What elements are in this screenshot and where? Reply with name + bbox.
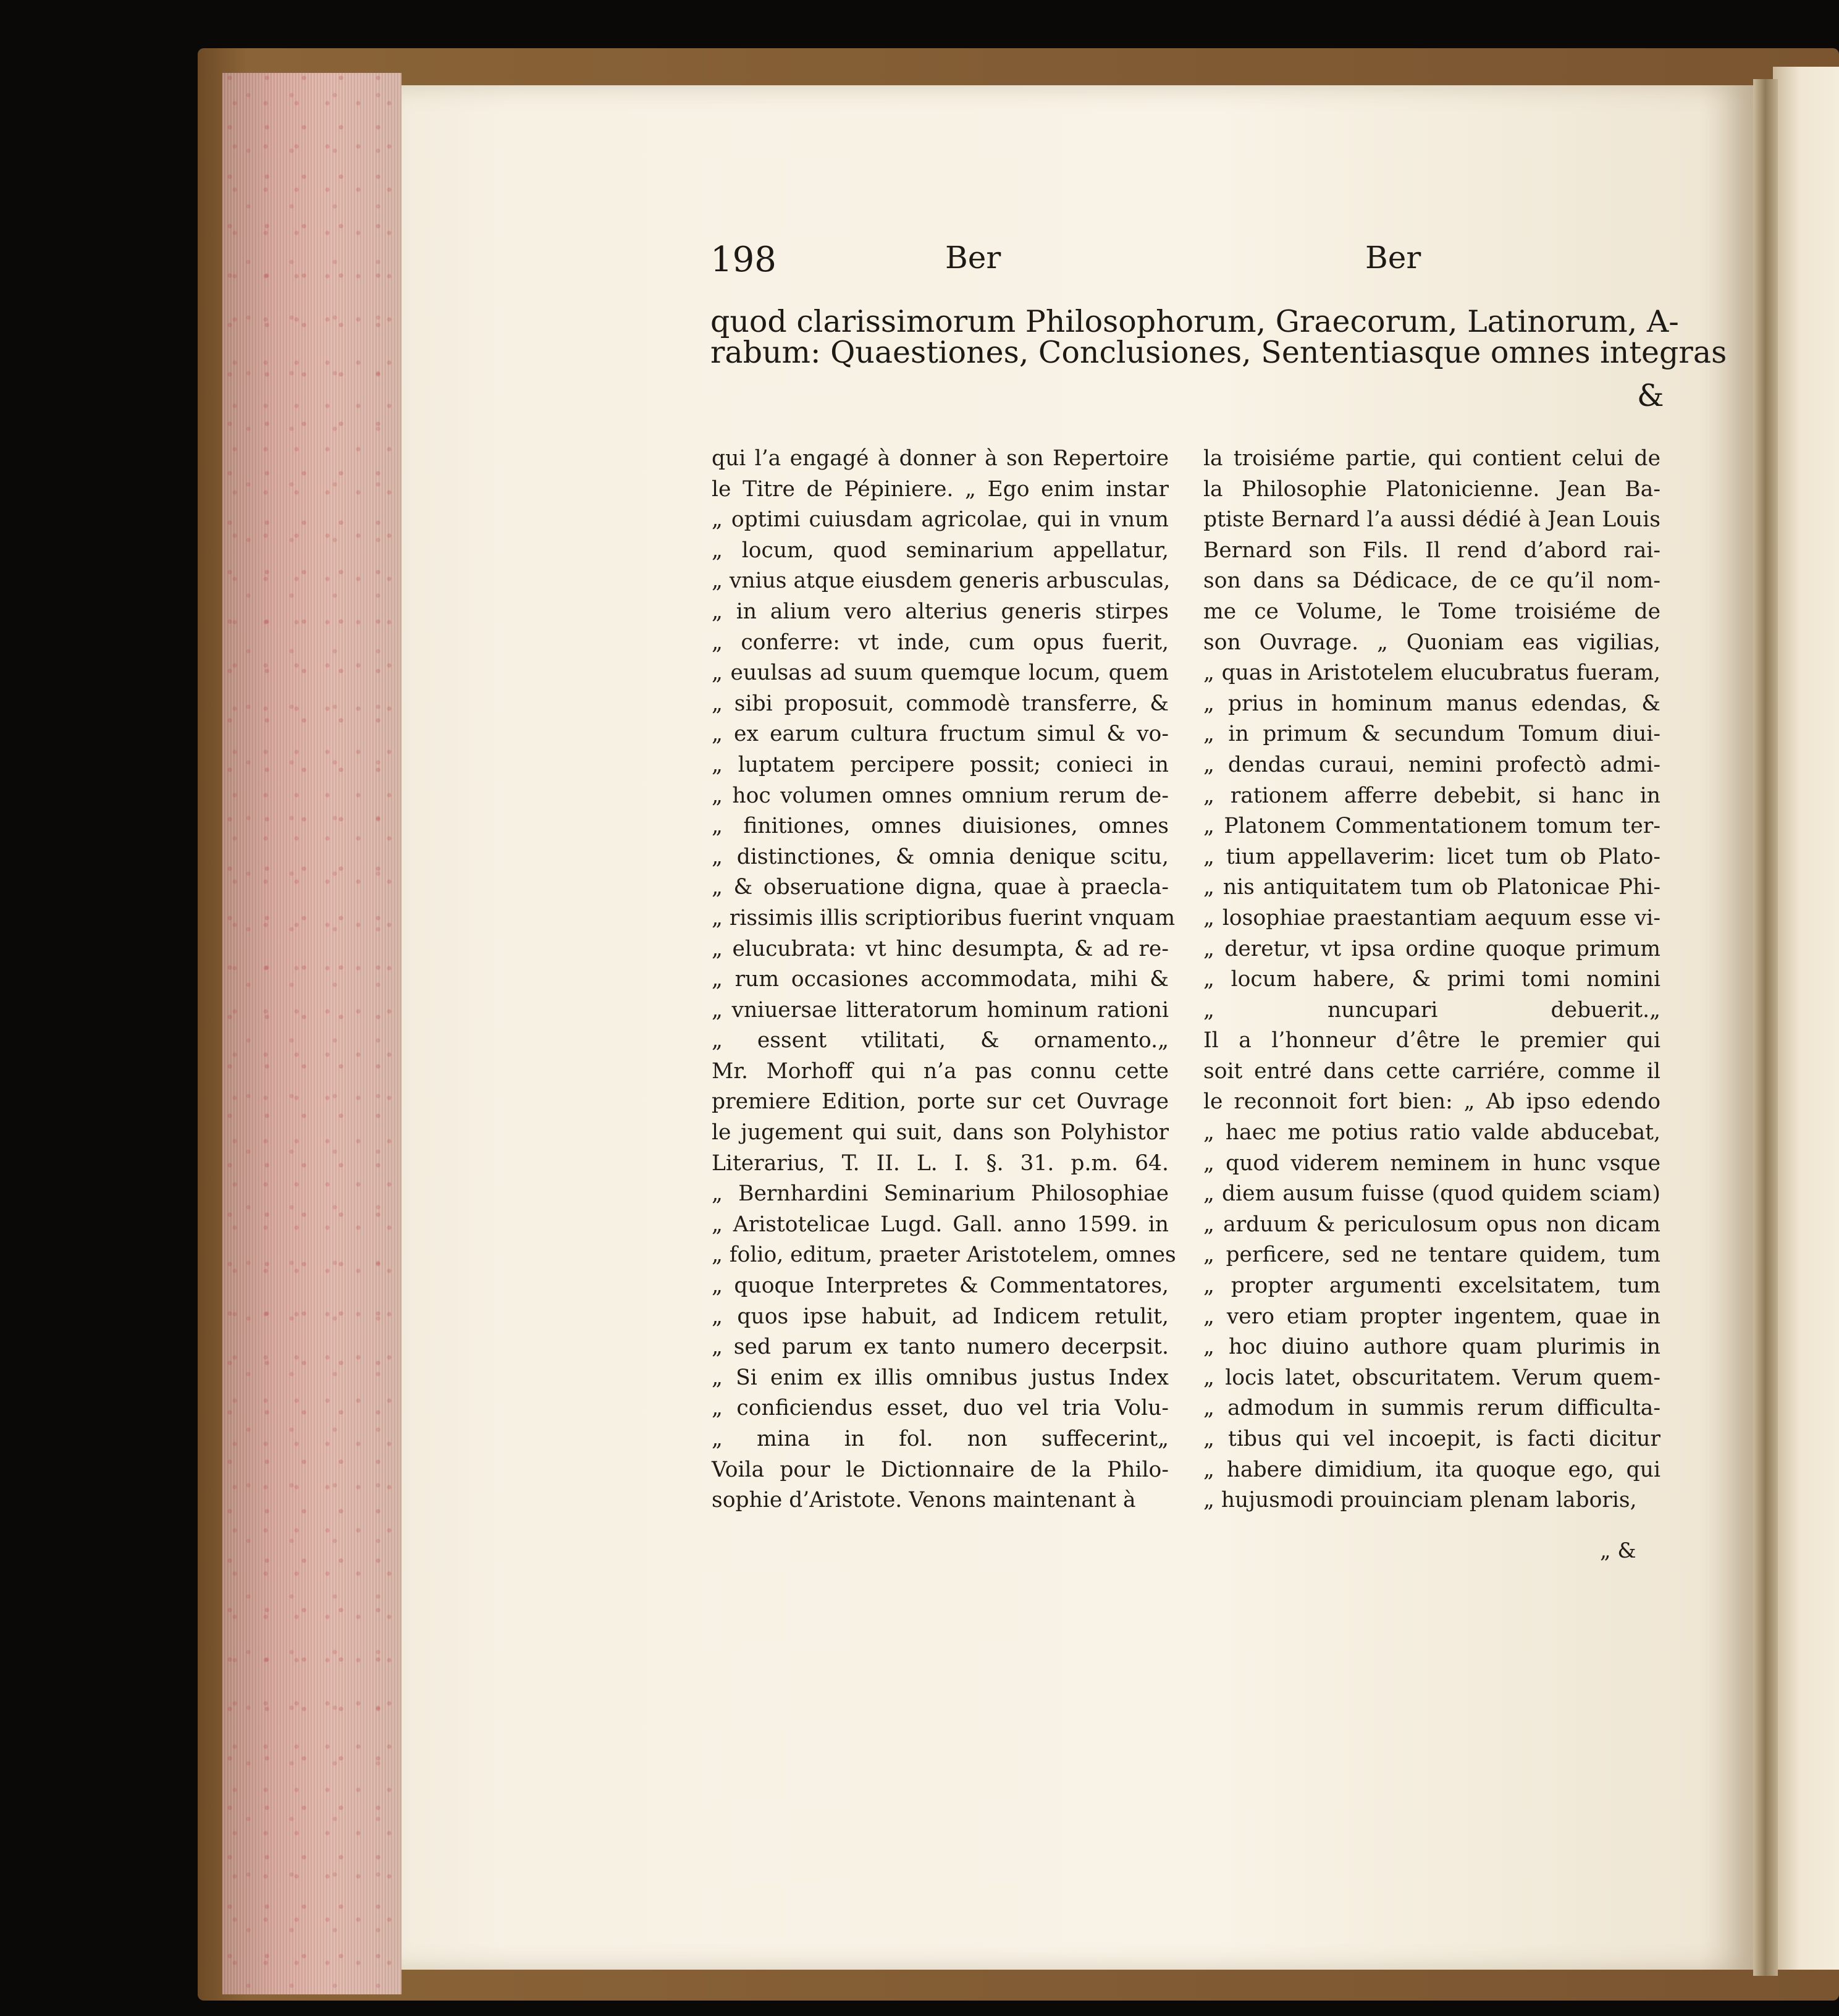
text-line: „ euulsas ad suum quemque locum, quem — [712, 660, 1169, 686]
text-line: son Ouvrage. „ Quoniam eas vigilias, — [1203, 630, 1660, 655]
text-line: la Philosophie Platonicienne. Jean Ba- — [1203, 476, 1660, 502]
running-header — [710, 240, 1668, 289]
text-line: „ perficere, sed ne tentare quidem, tum — [1203, 1242, 1660, 1268]
page-number: 198 — [710, 240, 776, 280]
text-line: „ propter argumenti excelsitatem, tum — [1203, 1273, 1660, 1299]
text-line: „ mina in fol. non suffecerint„ — [712, 1427, 1169, 1451]
text-line: „ Bernhardini Seminarium Philosophiae — [712, 1181, 1169, 1207]
text-line: „ & obseruatione digna, quae à praecla- — [712, 875, 1169, 900]
text-line: „ nis antiquitatem tum ob Platonicae Phi- — [1203, 875, 1660, 900]
text-line: „ quos ipse habuit, ad Indicem retulit, — [712, 1304, 1169, 1329]
text-line: „ quod viderem neminem in hunc vsque — [1203, 1150, 1660, 1176]
text-line: „ in primum & secundum Tomum diui- — [1203, 722, 1660, 747]
text-line: „ distinctiones, & omnia denique scitu, — [712, 844, 1169, 869]
text-line: „ tibus qui vel incoepit, is facti dicitur — [1203, 1427, 1660, 1451]
text-line: „ Platonem Commentationem tomum ter- — [1203, 814, 1660, 839]
text-line: „ conferre: vt inde, cum opus fuerit, — [712, 630, 1169, 655]
text-line: „ quas in Aristotelem elucubratus fueram, — [1203, 660, 1660, 686]
intro-trailing-ampersand: & — [1637, 378, 1664, 413]
text-line: ptiste Bernard l’a aussi dédié à Jean Louis — [1203, 507, 1660, 533]
text-line: „ elucubrata: vt hinc desumpta, & ad re- — [712, 936, 1169, 961]
text-line: „ ex earum cultura fructum simul & vo- — [712, 722, 1169, 747]
text-line: „ diem ausum fuisse (quod quidem sciam) — [1203, 1181, 1660, 1207]
text-line: „ tium appellaverim: licet tum ob Plato- — [1203, 844, 1660, 869]
text-line: „ quoque Interpretes & Commentatores, — [712, 1273, 1169, 1299]
text-line: „ locum, quod seminarium appellatur, — [712, 538, 1169, 563]
text-line: „ finitiones, omnes diuisiones, omnes — [712, 814, 1169, 839]
right-column — [1203, 444, 1660, 1516]
text-line: „ rationem afferre debebit, si hanc in — [1203, 783, 1660, 808]
text-line: premiere Edition, porte sur cet Ouvrage — [712, 1089, 1169, 1115]
text-line: qui l’a engagé à donner à son Repertoire — [712, 446, 1169, 471]
text-line: son dans sa Dédicace, de ce qu’il nom- — [1203, 568, 1660, 594]
running-head-right: Ber — [1365, 240, 1421, 276]
running-head-left: Ber — [945, 240, 1001, 276]
text-line: „ locum habere, & primi tomi nomini — [1203, 967, 1660, 992]
text-line: „ prius in hominum manus edendas, & — [1203, 691, 1660, 716]
text-line: „ dendas curaui, nemini profectò admi- — [1203, 752, 1660, 777]
text-line: la troisiéme partie, qui contient celui de — [1203, 446, 1660, 471]
intro-paragraph — [710, 304, 1727, 370]
text-line: „ sed parum ex tanto numero decerpsit. — [712, 1335, 1169, 1360]
text-line: „ nuncupari debuerit.„ — [1203, 997, 1660, 1023]
text-line: Mr. Morhoff qui n’a pas connu cette — [712, 1058, 1169, 1084]
text-line: „ Aristotelicae Lugd. Gall. anno 1599. in — [712, 1212, 1169, 1237]
text-line: „ haec me potius ratio valde abducebat, — [1203, 1120, 1660, 1145]
book-gutter — [1753, 79, 1778, 1976]
facing-page-edge — [1773, 67, 1839, 1970]
text-line: „ hujusmodi prouinciam plenam laboris, — [1203, 1488, 1637, 1513]
text-line: „ optimi cuiusdam agricolae, qui in vnum — [712, 507, 1169, 533]
text-line: „ hoc diuino authore quam plurimis in — [1203, 1335, 1660, 1360]
text-line: „ vniuersae litteratorum hominum rationi — [712, 997, 1169, 1023]
text-line: Il a l’honneur d’être le premier qui — [1203, 1028, 1660, 1053]
intro-line: rabum: Quaestiones, Conclusiones, Sententiasque omnes integras — [710, 334, 1727, 370]
text-line: le Titre de Pépiniere. „ Ego enim instar — [712, 476, 1169, 502]
text-line: le reconnoit fort bien: „ Ab ipso edendo — [1203, 1089, 1660, 1115]
text-line: „ folio, editum, praeter Aristotelem, omnes — [712, 1242, 1176, 1268]
page-edges — [222, 73, 402, 1994]
text-line: „ hoc volumen omnes omnium rerum de- — [712, 783, 1169, 808]
text-line: „ conficiendus esset, duo vel tria Volu- — [712, 1396, 1169, 1421]
catchword: „ & — [1600, 1538, 1636, 1563]
text-line: „ vero etiam propter ingentem, quae in — [1203, 1304, 1660, 1329]
left-column — [712, 444, 1176, 1516]
text-line: Voila pour le Dictionnaire de la Philo- — [712, 1457, 1169, 1482]
text-line: Literarius, T. II. L. I. §. 31. p.m. 64. — [712, 1150, 1169, 1176]
text-line: „ admodum in summis rerum difficulta- — [1203, 1396, 1660, 1421]
text-line: „ luptatem percipere possit; conieci in — [712, 752, 1169, 777]
text-line: Bernard son Fils. Il rend d’abord rai- — [1203, 538, 1660, 563]
text-line: „ essent vtilitati, & ornamento.„ — [712, 1028, 1169, 1053]
text-line: „ Si enim ex illis omnibus justus Index — [712, 1365, 1169, 1390]
text-line: le jugement qui suit, dans son Polyhistor — [712, 1120, 1169, 1145]
text-line: „ habere dimidium, ita quoque ego, qui — [1203, 1457, 1660, 1482]
text-line: me ce Volume, le Tome troisiéme de — [1203, 599, 1660, 624]
text-line: „ arduum & periculosum opus non dicam — [1203, 1212, 1660, 1237]
intro-line: quod clarissimorum Philosophorum, Graecorum, Latinorum, A- — [710, 304, 1679, 339]
text-line: sophie d’Aristote. Venons maintenant à — [712, 1488, 1136, 1513]
text-line: „ sibi proposuit, commodè transferre, & — [712, 691, 1169, 716]
text-line: „ deretur, vt ipsa ordine quoque primum — [1203, 936, 1660, 961]
text-line: „ vnius atque eiusdem generis arbusculas, — [712, 568, 1171, 594]
text-line: „ losophiae praestantiam aequum esse vi- — [1203, 905, 1660, 930]
text-line: „ locis latet, obscuritatem. Verum quem- — [1203, 1365, 1660, 1390]
text-line: „ rum occasiones accommodata, mihi & — [712, 967, 1169, 992]
text-line: soit entré dans cette carriére, comme il — [1203, 1058, 1660, 1084]
text-line: „ in alium vero alterius generis stirpes — [712, 599, 1169, 624]
text-line: „ rissimis illis scriptioribus fuerint vnquam — [712, 905, 1176, 930]
